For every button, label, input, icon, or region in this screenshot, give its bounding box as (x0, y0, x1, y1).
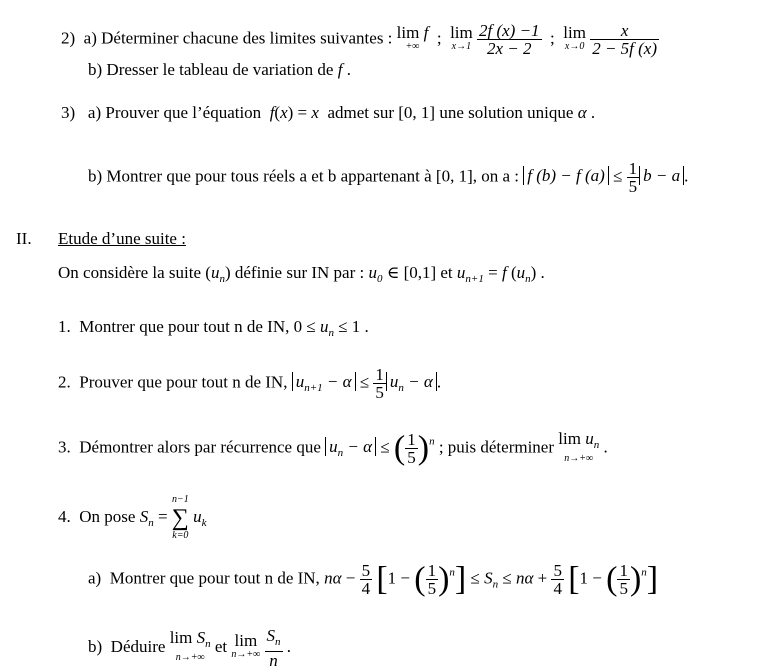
item-1-text: Montrer que pour tout n de IN, (79, 317, 290, 336)
item-1: 1. Montrer que pour tout n de IN, $0 \le u_n \le 1$ . (58, 317, 369, 339)
q2-number: 2) (61, 28, 76, 48)
q3-b-label: b) (88, 166, 103, 186)
item-4: 4. On pose $S_n$ = n−1 ∑ k=0 $u_k$ (58, 494, 207, 541)
limit-1: lim f +∞ (396, 22, 429, 52)
intro-text-2: définie sur IN par : (234, 263, 365, 282)
item-4a: a) Montrer que pour tout n de IN, nα − $\frac{5}{4}$ [1 − ( $\frac{1}{5}$ )$^n] \le S_n \le n\alpha$ + $\frac{5}{4}$ [1 − ( $\frac{1}{5}$ )$^n$] (88, 560, 659, 598)
part2-intro: On considère la suite $(u_n)$ définie sur IN par : $u_0$ ∈ [0,1] et $u_{n+1} = f$ $(u_n)$ . (58, 263, 545, 285)
item-4b-text-2: et (214, 636, 228, 656)
limit-Sn-over-n: lim n→+∞ (231, 631, 261, 660)
limit-3: lim x→0 (563, 22, 586, 52)
q3-a-label: a) (87, 103, 102, 122)
q3-number: 3) (61, 103, 76, 122)
item-3-number: 3. (58, 437, 71, 457)
fifth-left: $\frac{1}{5}$ (427, 561, 437, 598)
item-4a-label: a) (88, 568, 102, 588)
item-3-text: Démontrer alors par récurrence que (79, 437, 321, 457)
item-4-number: 4. (58, 506, 71, 526)
five-fourths-right: $\frac{5}{4}$ (553, 561, 562, 598)
item-3-limit: $\lim u_n$ n→+∞ (558, 428, 600, 464)
intro-text-1: On considère la suite (58, 263, 202, 282)
q3-b-line: b) Montrer que pour tous réels a et b appartenant à [0, 1], on a : f (b) − f (a) ≤ $\frac{1}{5}$ b − a . (88, 159, 689, 196)
item-3: 3. Démontrer alors par récurrence que $u_n - \alpha$ ≤ ( $\frac{1}{5}$ )$^n$ ; puis déterminer $\lim u_n$ n→+∞ . (58, 428, 608, 467)
item-2-text: Prouver que pour tout n de IN, (79, 372, 288, 392)
item-4b: b) Déduire $\lim S_n$ n→+∞ et lim n→+∞ $\frac{S_n}{n}$ . (88, 626, 292, 670)
item-3-text-2: ; puis déterminer (438, 437, 555, 457)
item-2-fraction: $\frac{1}{5}$ (375, 365, 384, 402)
item-4b-label: b) (88, 636, 103, 656)
q3-a-text-2: admet sur [0, 1] une solution unique (327, 103, 574, 122)
fifth-right: $\frac{1}{5}$ (619, 561, 628, 598)
q2-b-label: b) (88, 60, 103, 79)
one-fifth-fraction: $\frac{1}{5}$ (628, 159, 638, 196)
limit-2: lim x→1 (450, 22, 473, 52)
part2-numeral: II. (16, 229, 32, 248)
q2-a-label: a) (83, 28, 97, 48)
limit-2-fraction: $\frac{2f (x) -1}{2x - 2}$ (478, 21, 540, 58)
q3-a-text-1: Prouver que l’équation (105, 103, 262, 122)
q3-a-line: 3) a) Prouver que l’équation f(x) = x admet sur [0, 1] une solution unique α . (61, 103, 596, 122)
intro-text-3: et (440, 263, 453, 282)
part2-title: Etude d’une suite : (58, 229, 186, 248)
q2-a-text: Déterminer chacune des limites suivantes : (101, 28, 393, 48)
item-4b-text-1: Déduire (110, 636, 166, 656)
item-2: 2. Prouver que pour tout n de IN, $u_{n+1} - \alpha$ ≤ $\frac{1}{5}$ $u_n - \alpha$ . (58, 365, 442, 402)
item-3-fraction: $\frac{1}{5}$ (407, 430, 416, 467)
sigma-sum: n−1 ∑ k=0 (171, 494, 189, 541)
item-1-number: 1. (58, 317, 71, 336)
q2-b-text: Dresser le tableau de variation de (106, 60, 334, 79)
item-2-number: 2. (58, 372, 71, 392)
item-4-text: On pose (79, 506, 136, 526)
item-4a-text: Montrer que pour tout n de IN, (109, 568, 320, 588)
five-fourths-left: $\frac{5}{4}$ (361, 561, 371, 598)
limit-3-fraction: $\frac{x}{2 - 5f (x)}$ (592, 21, 658, 58)
q2-b-line: b) Dresser le tableau de variation de f . (88, 60, 351, 79)
limit-Sn: $\lim S_n$ n→+∞ (169, 628, 211, 663)
q3-b-text: Montrer que pour tous réels a et b appartenant à [0, 1], on a : (106, 166, 520, 186)
Sn-over-n-fraction: $\frac{S_n}{n}$ (266, 626, 281, 670)
q2-a-line: 2) a) Déterminer chacune des limites suivantes : lim f +∞ ; lim x→1 $\frac{2f (x) -1}{2x - 2}$ ; lim x→0 $\frac{x}{2 - 5f (x)}$ (61, 21, 658, 58)
